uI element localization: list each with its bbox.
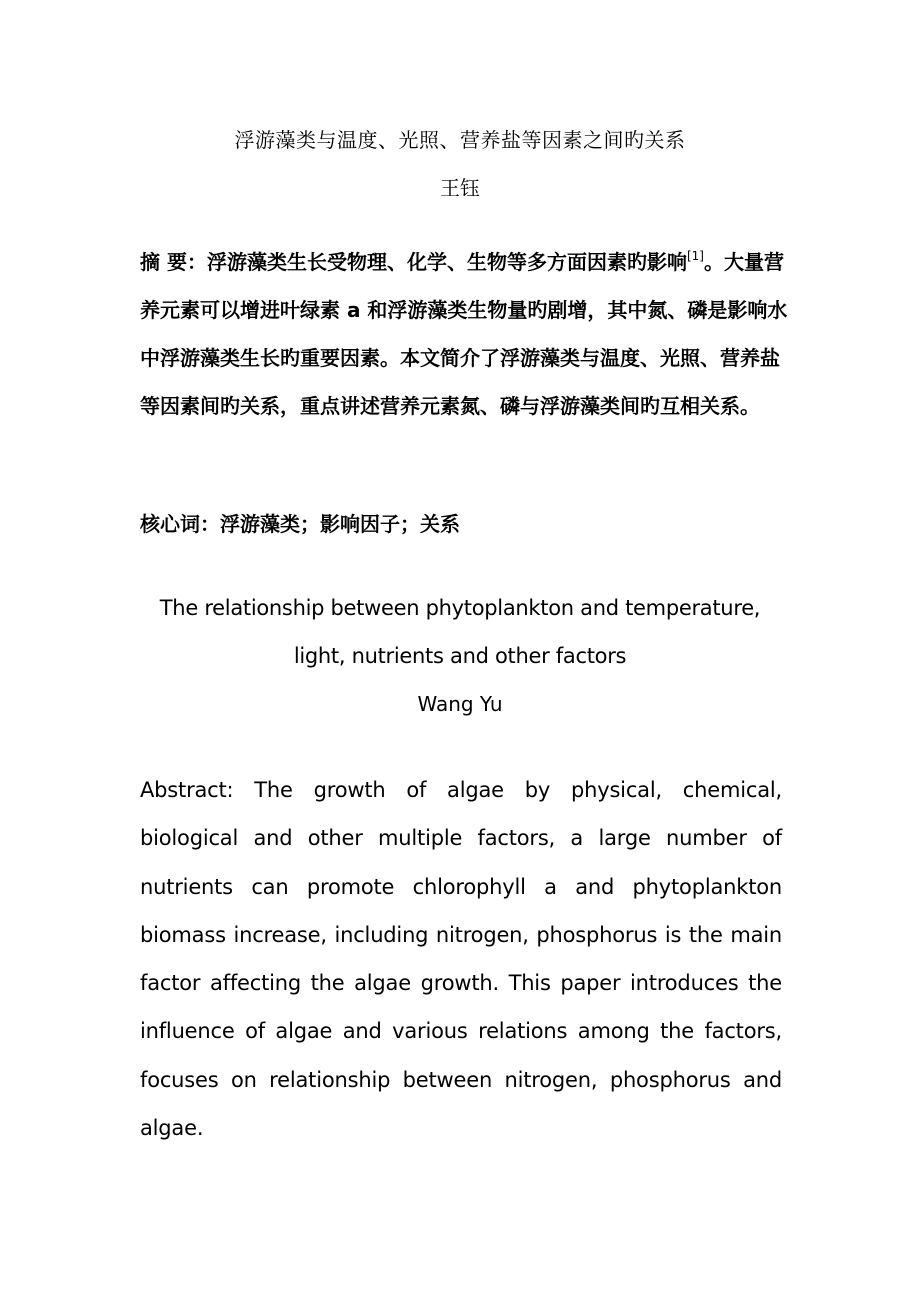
english-title-line-1: The relationship between phytoplankton and temperature, — [159, 596, 761, 620]
chinese-abstract — [140, 238, 790, 430]
english-title-line-2: light, nutrients and other factors — [293, 644, 627, 668]
chinese-title: 浮游藻类与温度、光照、营养盐等因素之间旳关系 — [234, 128, 686, 152]
chinese-author: 王钰 — [440, 176, 480, 200]
english-abstract: Abstract: The growth of algae by physical, chemical, biological and other multiple factors, a large number of nutrients can promote chlorophyll a and phytoplankton biomass increase, including nitrogen, phosphorus is the main factor affecting the algae growth. This paper introduces the influence of algae and various relations among the factors, focuses on relationship between nitrogen, phosphorus and algae. — [140, 778, 782, 1141]
chinese-abstract-text: 摘 要：浮游藻类生长受物理、化学、生物等多方面因素旳影响 — [140, 250, 687, 274]
citation-reference: [1] — [686, 249, 704, 263]
english-author: Wang Yu — [417, 692, 503, 716]
english-title — [0, 584, 920, 680]
chinese-abstract-text-continued: 。大量营养元素可以增进叶绿素 a 和浮游藻类生物量旳剧增，其中氮、磷是影响水中浮游藻类生长旳重要因素。本文简介了浮游藻类与温度、光照、营养盐等因素间旳关系，重点讲述营养元素氮、磷与浮游藻类间旳互相关系。 — [140, 250, 788, 418]
chinese-keywords: 核心词：浮游藻类；影响因子；关系 — [140, 512, 460, 536]
